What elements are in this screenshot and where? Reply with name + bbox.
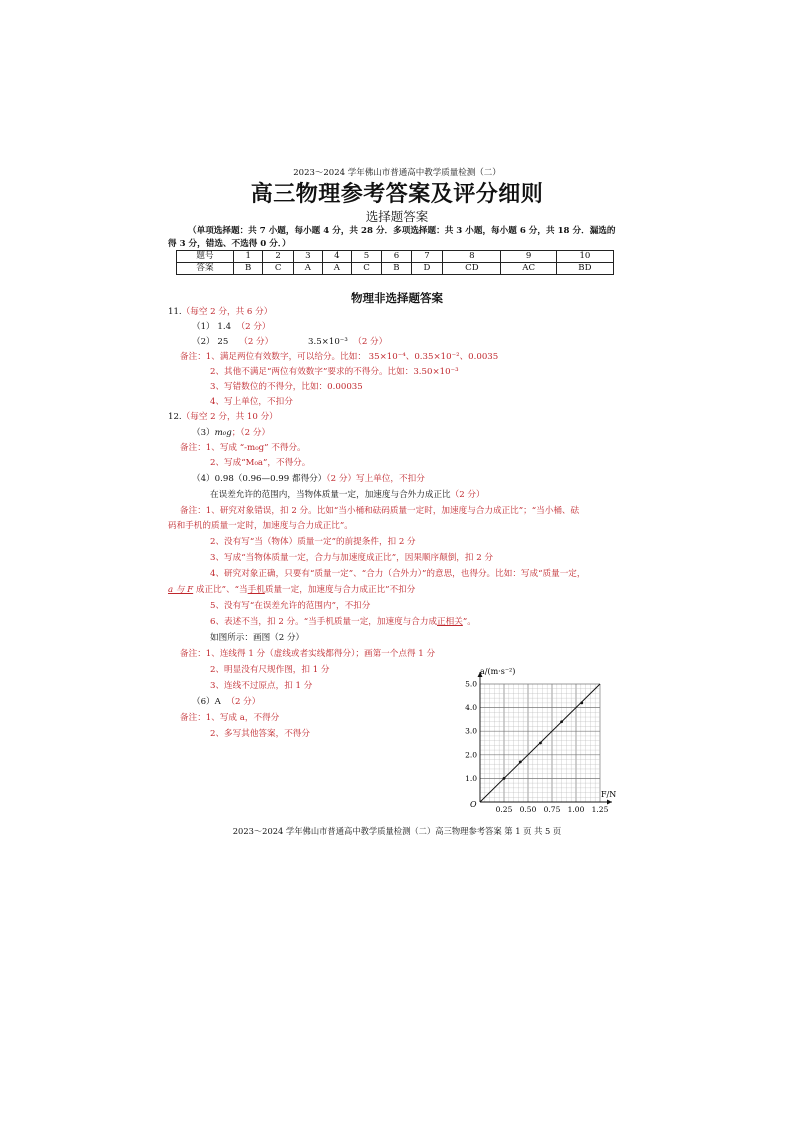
underlined-text: a 与 F <box>168 585 194 595</box>
q12-part3 <box>192 428 270 439</box>
table-cell: C <box>351 263 381 275</box>
q11-number: 11. <box>168 307 182 317</box>
q11-note-3: 3、写错数位的不得分，比如：0.00035 <box>210 382 363 392</box>
q11-part2b <box>308 337 387 348</box>
table-cell: C <box>263 263 293 275</box>
table-cell: 10 <box>556 251 613 263</box>
q12-number: 12. <box>168 412 182 422</box>
underlined-text: 手机 <box>247 585 265 595</box>
page-footer: 2023～2024 学年佛山市普通高中教学质量检测（二）高三物理参考答案 第 1 页 共 5 页 <box>232 826 562 836</box>
y-tick-label: 2.0 <box>465 750 477 760</box>
note-text: 6、表述不当，扣 2 分。“当手机质量一定，加速度与合力成 <box>210 617 438 627</box>
instructions-text: （单项选择题：共 7 小题，每小题 4 分，共 28 分．多项选择题：共 3 小题，每小题 6 分，共 18 分．漏选的得 3 分，错选、不选得 0 分．） <box>168 226 616 249</box>
q12-note3-2: 2、写成“M₀a”，不得分。 <box>210 458 311 468</box>
x-axis-label: F/N <box>601 790 617 799</box>
underlined-text: 正相关 <box>437 617 463 627</box>
y-tick-label: 1.0 <box>465 773 477 783</box>
q12-note4-4: 4、研究对象正确，只要有“质量一定”、“合力（合外力）”的意思，也得分。比如：写成“质量一定， <box>210 569 586 579</box>
q12-part6-answer: （6）A <box>192 697 221 707</box>
q12-part3-score: ；（2 分） <box>231 428 271 438</box>
table-cell: CD <box>443 263 501 275</box>
q11-part1 <box>192 322 271 333</box>
data-point <box>503 777 506 780</box>
q12-part4-score: （2 分）写上单位，不扣分 <box>326 474 425 484</box>
q11-part2-score-b: （2 分） <box>353 337 388 347</box>
q12-note4-5: 5、没有写“在误差允许的范围内”，不扣分 <box>210 601 371 611</box>
x-tick-label: 1.00 <box>567 805 585 814</box>
y-tick-label: 5.0 <box>465 679 477 689</box>
q12-fig-note-2: 2、明显没有尺规作图，扣 1 分 <box>210 665 330 675</box>
note-text: 质量一定，加速度与合力成正比”不扣分 <box>264 585 416 595</box>
q12-note4-4b <box>168 585 415 596</box>
q12-part4-answer: （4）0.98（0.96—0.99 都得分） <box>192 474 327 484</box>
table-cell: 9 <box>501 251 556 263</box>
note-text: 成正比”、“当 <box>193 585 248 595</box>
origin-label: O <box>470 800 477 809</box>
q11-heading <box>168 307 272 318</box>
q11-part2-score-a: （2 分） <box>239 337 274 347</box>
page-title: 高三物理参考答案及评分细则 <box>250 182 544 207</box>
table-cell: A <box>293 263 322 275</box>
table-cell: D <box>411 263 443 275</box>
table-row <box>177 263 614 275</box>
q12-note6-1: 备注：1、写成 a，不得分 <box>180 713 280 723</box>
q12-part4b-score: （2 分） <box>450 490 485 500</box>
row-label: 答案 <box>177 263 234 275</box>
q12-note4-1: 备注：1、研究对象错误，扣 2 分。比如“当小桶和砝码质量一定时，加速度与合力成正比”；“当小桶、砝 <box>180 506 580 516</box>
q12-figure-line: 如图所示：画图（2 分） <box>210 633 305 643</box>
q11-note-2: 2、其他不满足“两位有效数字”要求的不得分。比如：3.50×10⁻³ <box>210 367 459 377</box>
q12-note6-2: 2、多写其他答案，不得分 <box>210 729 310 739</box>
q12-note4-1b: 码和手机的质量一定时，加速度与合力成正比”。 <box>168 521 353 531</box>
table-cell: B <box>234 263 263 275</box>
x-tick-label: 0.75 <box>543 805 561 814</box>
q11-part1-score: （2 分） <box>236 322 271 332</box>
x-axis-arrow <box>607 800 612 805</box>
table-cell: 6 <box>382 251 411 263</box>
choice-instructions <box>168 225 624 251</box>
table-cell: 5 <box>351 251 381 263</box>
q11-score: （每空 2 分，共 6 分） <box>181 307 273 317</box>
q12-part4b-answer: 在误差允许的范围内，当物体质量一定，加速度与合外力成正比 <box>210 490 451 500</box>
q12-part4b <box>210 490 485 501</box>
nonchoice-section-title: 物理非选择题答案 <box>351 291 443 305</box>
q11-note-4: 4、写上单位，不扣分 <box>210 397 293 407</box>
answer-table <box>176 250 614 275</box>
q12-heading <box>168 412 278 423</box>
y-tick-label: 3.0 <box>465 726 477 736</box>
table-cell: B <box>382 263 411 275</box>
data-point <box>560 720 563 723</box>
q11-part2 <box>192 337 273 348</box>
table-cell: 7 <box>411 251 443 263</box>
table-cell: 2 <box>263 251 293 263</box>
table-cell: 3 <box>293 251 322 263</box>
q12-note3-1: 备注：1、写成 “-m₀g” 不得分。 <box>180 443 306 453</box>
x-tick-label: 1.25 <box>591 805 609 814</box>
q12-fig-note-3: 3、连线不过原点，扣 1 分 <box>210 681 313 691</box>
chart-marks <box>480 684 600 802</box>
x-tick-label: 0.25 <box>495 805 513 814</box>
data-point <box>519 760 522 763</box>
table-cell: 8 <box>443 251 501 263</box>
table-cell: A <box>322 263 351 275</box>
q11-part2-answer-a: （2） 25 <box>192 337 229 347</box>
q12-score: （每空 2 分，共 10 分） <box>181 412 278 422</box>
q12-part6-score: （2 分） <box>226 697 261 707</box>
q12-part6 <box>192 697 260 708</box>
row-label: 题号 <box>177 251 234 263</box>
q12-part3-answer: m₀g <box>214 428 232 438</box>
q11-part2-answer-b: 3.5×10⁻³ <box>308 337 348 347</box>
exam-header: 2023～2024 学年佛山市普通高中教学质量检测（二） <box>293 168 501 178</box>
y-axis-label: a/(m·s⁻²) <box>480 667 516 676</box>
data-point <box>539 742 542 745</box>
q12-note4-6 <box>210 617 476 628</box>
a-f-graph <box>458 664 618 814</box>
q12-note4-2: 2、没有写“当（物体）质量一定”的前提条件，扣 2 分 <box>210 537 416 547</box>
q11-note-1: 备注：1、满足两位有效数字，可以给分。比如： 35×10⁻⁴、0.35×10⁻²、0.0035 <box>180 352 499 362</box>
table-cell: 4 <box>322 251 351 263</box>
y-tick-label: 4.0 <box>465 703 477 713</box>
table-cell: BD <box>556 263 613 275</box>
table-row <box>177 251 614 263</box>
table-cell: AC <box>501 263 556 275</box>
q12-part3-prefix: （3） <box>192 428 215 438</box>
q12-part4 <box>192 474 425 485</box>
section-subtitle: 选择题答案 <box>365 209 429 224</box>
table-cell: 1 <box>234 251 263 263</box>
data-point <box>580 701 583 704</box>
q12-fig-note-1: 备注：1、连线得 1 分（虚线或者实线都得分）；画第一个点得 1 分 <box>180 649 436 659</box>
q11-part1-answer: （1） 1.4 <box>192 322 232 332</box>
x-tick-label: 0.50 <box>519 805 537 814</box>
note-text: ”。 <box>462 617 476 627</box>
q12-note4-3: 3、写成“当物体质量一定，合力与加速度成正比”，因果顺序颠倒，扣 2 分 <box>210 553 493 563</box>
